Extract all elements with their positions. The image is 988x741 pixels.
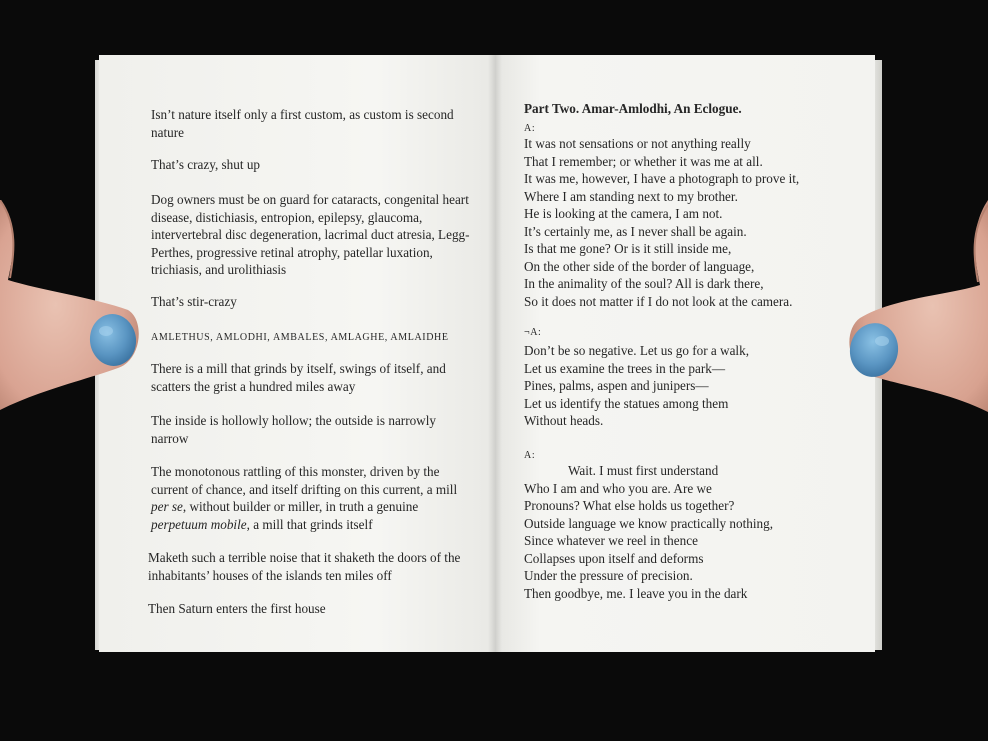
verse-line: Pronouns? What else holds us together? (524, 498, 735, 513)
paragraph-nature: Isn’t nature itself only a first custom, as custom is second nature (151, 107, 454, 140)
verse-line: It’s certainly me, as I never shall be again. (524, 223, 747, 239)
verse-line: Let us identify the statues among them (524, 395, 729, 411)
stanza-1 (524, 135, 854, 310)
monster-text-e: , a mill that grinds itself (246, 516, 373, 532)
verse-line: Don’t be so negative. Let us go for a walk, (524, 343, 749, 358)
names-heading: AMLETHUS, AMLODHI, AMBALES, AMLAGHE, AMLAIDHE (151, 332, 449, 343)
verse-line: He is looking at the camera, I am not. (524, 206, 723, 221)
verse-line: On the other side of the border of language, (524, 258, 755, 274)
verse-line: In the animality of the soul? All is dark there, (524, 276, 764, 291)
verse-line: Collapses upon itself and deforms (524, 550, 704, 566)
speaker-a-2: A: (524, 450, 536, 461)
verse-line: That I remember; or whether it was me at all. (524, 153, 763, 169)
right-page (495, 55, 875, 652)
stanza-2 (524, 342, 854, 430)
speaker-not-a: ¬A: (524, 327, 542, 338)
book-gutter (488, 55, 502, 652)
part-two-heading: Part Two. Amar-Amlodhi, An Eclogue. (524, 101, 742, 116)
monster-text-per-se: per se (151, 499, 183, 514)
verse-line: Pines, palms, aspen and junipers— (524, 378, 709, 393)
paragraph-inside: The inside is hollowly hollow; the outside is narrowly narrow (151, 413, 436, 446)
verse-line: So it does not matter if I do not look at the camera. (524, 293, 793, 309)
verse-line: Since whatever we reel in thence (524, 533, 698, 548)
left-thumb-image (0, 200, 150, 430)
monster-text-c: , without builder or miller, in truth a genuine (182, 499, 419, 514)
verse-line: Where I am standing next to my brother. (524, 188, 738, 204)
verse-line: Then goodbye, me. I leave you in the dark (524, 585, 748, 601)
paragraph-stir-crazy: That’s stir-crazy (151, 294, 237, 309)
verse-line: Under the pressure of precision. (524, 568, 693, 583)
verse-line: Wait. I must first understand (568, 463, 719, 478)
speaker-a-1: A: (524, 123, 536, 134)
monster-text-perpetuum: perpetuum mobile (151, 516, 247, 532)
stanza-3 (524, 462, 854, 602)
verse-line: It was me, however, I have a photograph to prove it, (524, 171, 800, 186)
paragraph-mill: There is a mill that grinds by itself, swings of itself, and scatters the grist a hundred miles away (151, 361, 446, 394)
verse-line: Without heads. (524, 413, 604, 428)
verse-line: Let us examine the trees in the park— (524, 360, 726, 376)
verse-line: Who I am and who you are. Are we (524, 480, 712, 496)
right-thumb-image (838, 200, 988, 430)
monster-text-a: The monotonous rattling of this monster, driven by the current of chance, and itself drifting on this current, a mill (151, 464, 458, 497)
verse-line: Outside language we know practically nothing, (524, 515, 774, 531)
verse-line: It was not sensations or not anything really (524, 136, 751, 151)
verse-line: Is that me gone? Or is it still inside me, (524, 241, 732, 256)
paragraph-dog-owners: Dog owners must be on guard for cataracts, congenital heart disease, distichiasis, entropion, epilepsy, glaucoma, intervertebral disc degeneration, lacrimal duct atresia, Legg-Perthes, progressive retinal atrophy, patellar luxation, trichiasis, and urolithiasis (151, 192, 470, 277)
paragraph-crazy: That’s crazy, shut up (151, 157, 261, 172)
left-page (99, 55, 495, 652)
paragraph-monster (151, 463, 469, 533)
paragraph-saturn: Then Saturn enters the first house (148, 601, 326, 616)
paragraph-noise: Maketh such a terrible noise that it shaketh the doors of the inhabitants’ houses of the islands ten miles off (148, 550, 461, 583)
